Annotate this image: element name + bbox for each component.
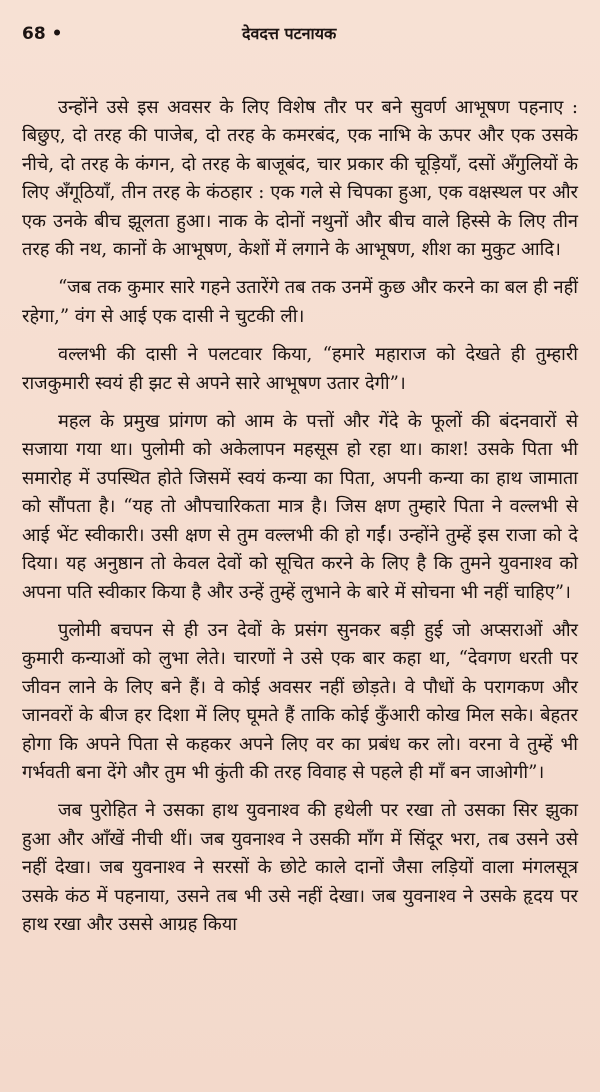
running-title: देवदत्त पटनायक (242, 24, 337, 43)
paragraph: “जब तक कुमार सारे गहने उतारेंगे तब तक उनमें कुछ और करने का बल ही नहीं रहेगा,” वंग से आई एक दासी ने चुटकी ली। (22, 277, 578, 327)
paragraph: वल्लभी की दासी ने पलटवार किया, “हमारे महाराज को देखते ही तुम्हारी राजकुमारी स्वयं ही झट से अपने सारे आभूषण उतार देगी”। (22, 344, 578, 394)
page-header (22, 22, 578, 52)
page-number: 68 • (22, 24, 63, 44)
paragraph: पुलोमी बचपन से ही उन देवों के प्रसंग सुनकर बड़ी हुई जो अप्सराओं और कुमारी कन्याओं को लुभा लेते। चारणों ने उसे एक बार कहा था, “देवगण धरती पर जीवन लाने के लिए बने हैं। वे कोई अवसर नहीं छोड़ते। वे पौधों के परागकण और जानवरों के बीज हर दिशा में लिए घूमते हैं ताकि कोई कुँआरी कोख मिल सके। बेहतर होगा कि अपने पिता से कहकर अपने लिए वर का प्रबंध कर लो। वरना वे तुम्हें भी गर्भवती बना देंगे और तुम भी कुंती की तरह विवाह से पहले ही माँ बन जाओगी”। (22, 619, 578, 783)
paragraph: महल के प्रमुख प्रांगण को आम के पत्तों और गेंदे के फूलों की बंदनवारों से सजाया गया था। पुलोमी को अकेलापन महसूस हो रहा था। काश! उसके पिता भी समारोह में उपस्थित होते जिसमें स्वयं कन्या का पिता, अपनी कन्या का हाथ जामाता को सौंपता है। “यह तो औपचारिकता मात्र है। जिस क्षण तुम्हारे पिता ने वल्लभी से आई भेंट स्वीकारी। उसी क्षण से तुम वल्लभी की हो गईं। उन्होंने तुम्हें इस राजा को दे दिया। यह अनुष्ठान तो केवल देवों को सूचित करने के लिए है कि तुमने युवनाश्व को अपना पति स्वीकार किया है और उन्हें तुम्हें लुभाने के बारे में सोचना भी नहीं चाहिए”। (22, 411, 578, 603)
paragraph: जब पुरोहित ने उसका हाथ युवनाश्व की हथेली पर रखा तो उसका सिर झुका हुआ और आँखें नीची थीं। जब युवनाश्व ने उसकी माँग में सिंदूर भरा, तब उसने उसे नहीं देखा। जब युवनाश्व ने सरसों के छोटे काले दानों जैसा लड़ियों वाला मंगलसूत्र उसके कंठ में पहनाया, उसने तब भी उसे नहीं देखा। जब युवनाश्व ने उसके हृदय पर हाथ रखा और उससे आग्रह किया (22, 800, 578, 935)
paragraph: उन्होंने उसे इस अवसर के लिए विशेष तौर पर बने सुवर्ण आभूषण पहनाए : बिछुए, दो तरह की पाजेब, दो तरह के कमरबंद, एक नाभि के ऊपर और एक उसके नीचे, दो तरह के कंगन, दो तरह के बाजूबंद, चार प्रकार की चूड़ियाँ, दसों अँगुलियों के लिए अँगूठियाँ, तीन तरह के कंठहार : एक गले से चिपका हुआ, एक वक्षस्थल पर और एक उनके बीच झूलता हुआ। नाक के दोनों नथुनों और बीच वाले हिस्से के लिए तीन तरह की नथ, कानों के आभूषण, केशों में लगाने के आभूषण, शीश का मुकुट आदि। (22, 97, 578, 261)
body-text (22, 94, 578, 939)
